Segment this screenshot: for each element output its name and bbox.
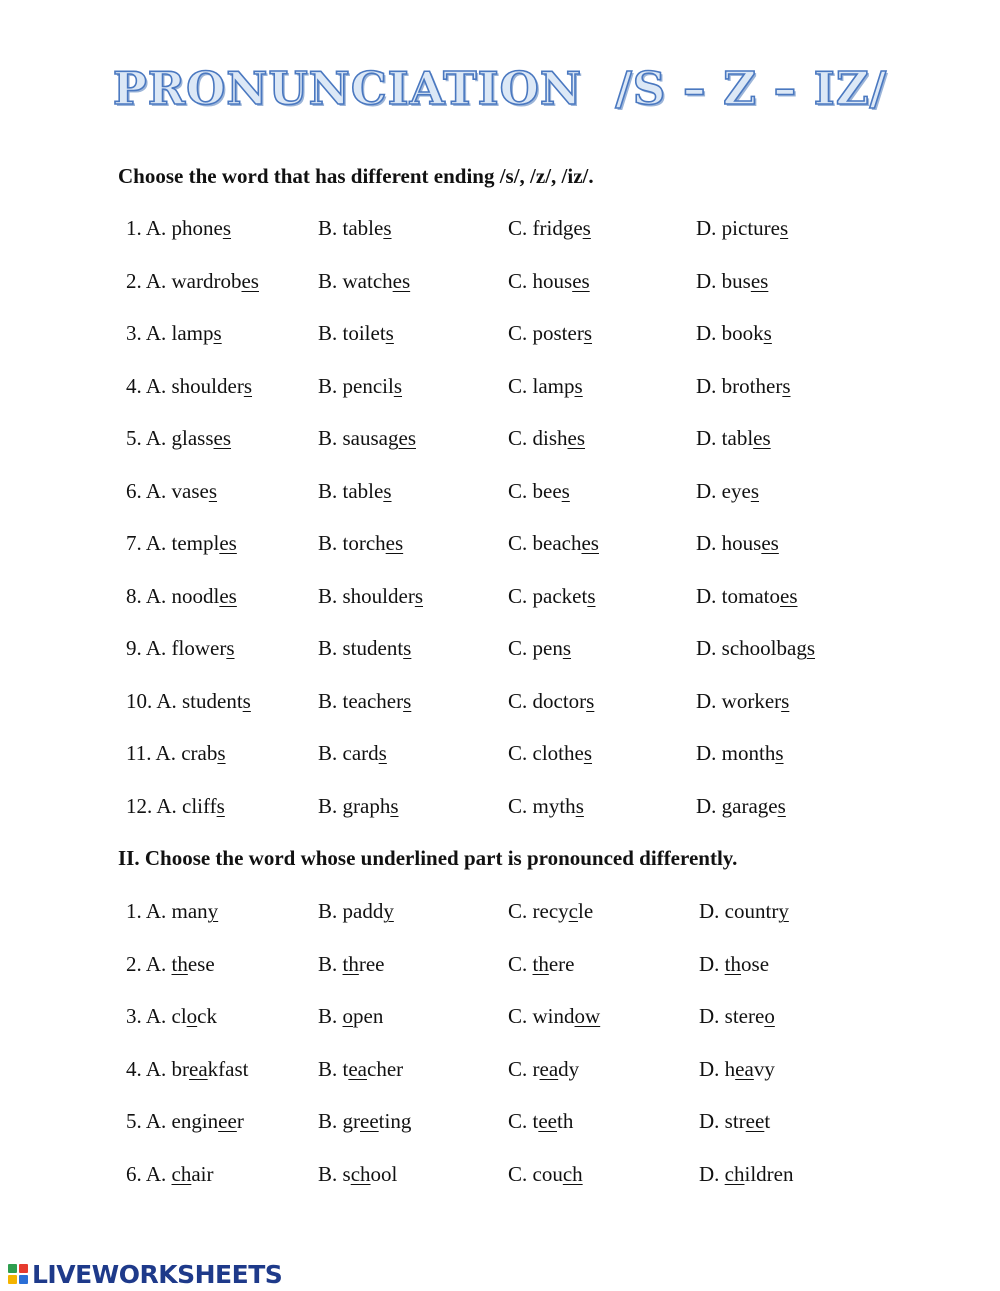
section2-instruction: II. Choose the word whose underlined part is pronounced differently. [118, 846, 738, 870]
option-a: 1. A. phones [126, 216, 232, 240]
option-c: C. posters [508, 321, 593, 345]
option-a: 8. A. noodles [126, 583, 237, 608]
option-b: B. open [318, 1004, 384, 1028]
question-row [0, 952, 1000, 982]
option-d: D. eyes [696, 478, 759, 503]
question-row [0, 741, 1000, 771]
option-c: C. clothes [508, 741, 593, 765]
option-a: 10. A. students [126, 688, 251, 713]
question-row [0, 1162, 1000, 1192]
option-d: D. country [699, 899, 789, 923]
question-row [0, 1057, 1000, 1087]
option-c: C. houses [508, 268, 590, 293]
option-d: D. books [696, 321, 772, 345]
option-c: C. myths [508, 793, 584, 818]
option-a: 4. A. shoulders [126, 373, 253, 398]
question-row [0, 216, 1000, 246]
option-b: B. teachers [318, 688, 412, 713]
option-a: 2. A. these [126, 951, 215, 976]
option-b: B. graphs [318, 793, 399, 818]
question-row [0, 479, 1000, 509]
brand-name: LIVEWORKSHEETS [32, 1259, 283, 1289]
option-b: B. toilets [318, 321, 394, 345]
option-c: C. bees [508, 478, 570, 503]
option-c: C. fridges [508, 216, 591, 240]
question-row [0, 531, 1000, 561]
option-d: D. garages [696, 793, 786, 818]
option-d: D. schoolbags [696, 636, 816, 660]
option-c: C. dishes [508, 426, 586, 450]
logo-square-yellow [8, 1275, 17, 1284]
logo-square-green [8, 1264, 17, 1273]
question-row [0, 269, 1000, 299]
option-c: C. there [508, 951, 575, 976]
option-b: B. pencils [318, 373, 403, 398]
option-b: B. paddy [318, 899, 394, 923]
option-b: B. tables [318, 478, 392, 503]
option-a: 3. A. clock [126, 1004, 217, 1028]
option-a: 7. A. temples [126, 531, 237, 555]
option-a: 5. A. glasses [126, 426, 232, 450]
option-a: 5. A. engineer [126, 1109, 244, 1133]
question-row [0, 899, 1000, 929]
option-d: D. heavy [699, 1056, 775, 1081]
option-a: 2. A. wardrobes [126, 268, 259, 293]
section1-instruction: Choose the word that has different ending /s/, /z/, /iz/. [118, 164, 594, 188]
option-a: 12. A. cliffs [126, 793, 225, 818]
option-c: C. doctors [508, 688, 595, 713]
question-row [0, 321, 1000, 351]
option-b: B. watches [318, 268, 411, 293]
option-b: B. tables [318, 216, 392, 240]
option-a: 6. A. chair [126, 1161, 214, 1186]
option-b: B. sausages [318, 426, 416, 450]
question-row [0, 426, 1000, 456]
option-d: D. children [699, 1161, 794, 1186]
option-d: D. tables [696, 426, 771, 450]
question-row [0, 584, 1000, 614]
option-a: 11. A. crabs [126, 741, 226, 765]
option-d: D. pictures [696, 216, 789, 240]
question-row [0, 794, 1000, 824]
question-row [0, 689, 1000, 719]
question-row [0, 1004, 1000, 1034]
option-a: 3. A. lamps [126, 321, 222, 345]
option-c: C. beaches [508, 531, 599, 555]
liveworksheets-logo[interactable] [8, 1257, 282, 1291]
question-row [0, 374, 1000, 404]
option-a: 9. A. flowers [126, 636, 235, 660]
option-b: B. three [318, 951, 385, 976]
option-d: D. street [699, 1109, 771, 1133]
option-c: C. teeth [508, 1109, 574, 1133]
option-d: D. tomatoes [696, 583, 798, 608]
option-a: 4. A. breakfast [126, 1056, 249, 1081]
option-c: C. ready [508, 1056, 580, 1081]
option-b: B. torches [318, 531, 404, 555]
option-b: B. shoulders [318, 583, 424, 608]
option-c: C. couch [508, 1161, 583, 1186]
option-d: D. buses [696, 268, 769, 293]
option-c: C. lamps [508, 373, 583, 398]
question-row [0, 636, 1000, 666]
option-a: 1. A. many [126, 899, 219, 923]
option-c: C. window [508, 1004, 601, 1028]
worksheet-title: PRONUNCIATION /S – Z – IZ/ [112, 62, 888, 115]
question-row [0, 1109, 1000, 1139]
option-d: D. brothers [696, 373, 791, 398]
option-c: C. pens [508, 636, 572, 660]
option-c: C. packets [508, 583, 596, 608]
option-d: D. stereo [699, 1004, 775, 1028]
option-a: 6. A. vases [126, 478, 218, 503]
option-d: D. workers [696, 688, 790, 713]
option-d: D. those [699, 951, 770, 976]
logo-square-red [19, 1264, 28, 1273]
option-d: D. months [696, 741, 784, 765]
option-b: B. greeting [318, 1109, 412, 1133]
option-b: B. school [318, 1161, 398, 1186]
logo-square-blue [19, 1275, 28, 1284]
option-b: B. cards [318, 741, 387, 765]
logo-squares-icon [8, 1264, 28, 1284]
option-c: C. recycle [508, 899, 594, 923]
option-b: B. students [318, 636, 412, 660]
option-d: D. houses [696, 531, 779, 555]
option-b: B. teacher [318, 1056, 404, 1081]
